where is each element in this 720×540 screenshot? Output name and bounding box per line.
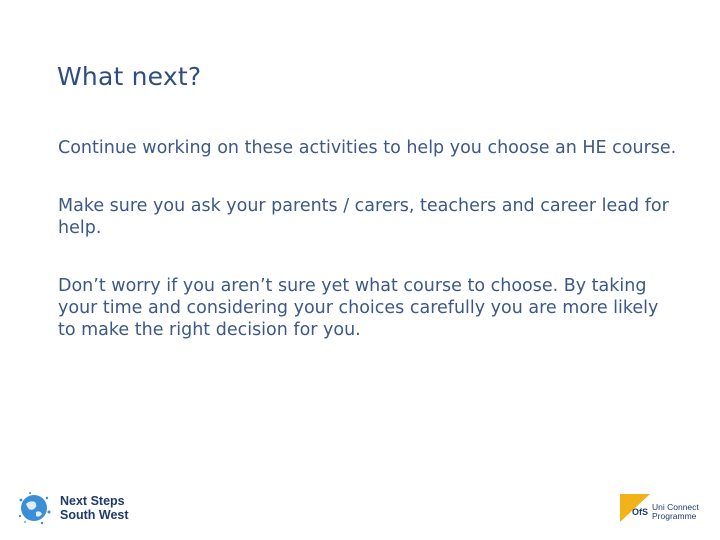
paragraph-dont-worry: Don’t worry if you aren’t sure yet what course to choose. By taking your time and considering your choices carefully you are more likely to make the right decision for you. (58, 276, 659, 340)
page-title: What next? (57, 62, 202, 91)
uni-connect-line-1: Uni Connect (652, 502, 699, 512)
slide-body (58, 137, 678, 377)
logo-line-2: South West (60, 508, 129, 522)
globe-icon (16, 490, 52, 526)
paragraph-activities: Continue working on these activities to help you choose an HE course. (58, 138, 677, 158)
uni-connect-line-2: Programme (652, 511, 697, 521)
logo-line-1: Next Steps (60, 494, 125, 508)
next-steps-south-west-logo (16, 490, 129, 526)
paragraph-ask-for-help: Make sure you ask your parents / carers, teachers and career lead for help. (58, 196, 669, 238)
ofs-badge-icon (620, 494, 650, 522)
ofs-badge-text: OfS (632, 507, 649, 517)
ofs-uni-connect-logo (620, 494, 699, 522)
